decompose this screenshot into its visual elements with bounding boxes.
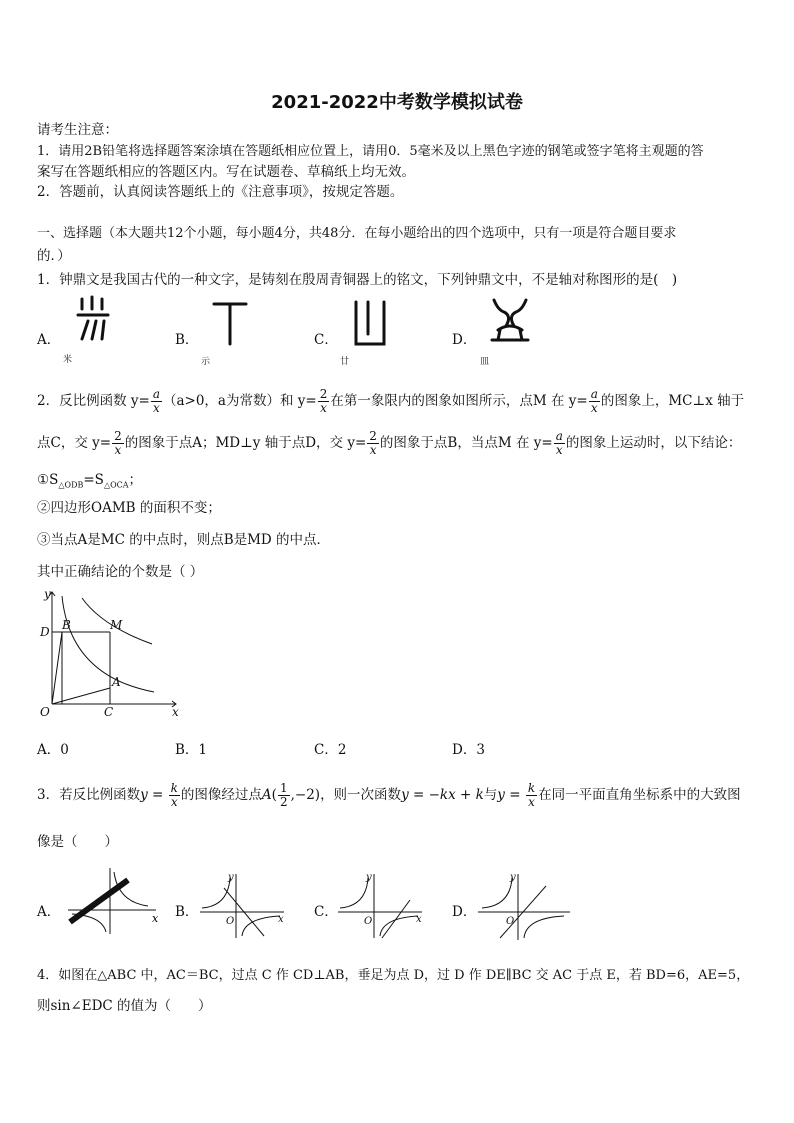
q3-option-a: A． (37, 904, 61, 920)
q4-line-2: 则sin∠EDC 的值为（ ） (37, 998, 212, 1014)
notice-line-3: 2．答题前，认真阅读答题纸上的《注意事项》，按规定答题。 (37, 184, 404, 200)
q2-fig-label-b: B (62, 618, 71, 632)
q3-option-b: B． (175, 904, 199, 920)
q3-b-label-y: y (228, 872, 234, 883)
q3-a-label-x: x (152, 912, 159, 925)
q1-caption-a: 米 (63, 355, 73, 365)
notice-line-2: 案写在答题纸相应的答题区内。写在试题卷、草稿纸上均无效。 (37, 164, 415, 180)
q2-fig-label-c: C (104, 705, 114, 719)
frac-k-over-x: $\frac{k}{x}$ (527, 781, 536, 809)
notice-heading: 请考生注意： (37, 122, 118, 138)
q1-option-a: A． (37, 332, 61, 348)
q2-option-c: C．2 (314, 742, 347, 758)
q3-b-label-x: x (278, 914, 284, 925)
q3-line-1: 3．若反比例函数y = $\frac{k}{x}$ 的图像经过点A( $\frac{1}{2}$ ,−2)，则一次函数y = −kx + k与y = $\frac{k}{x}$ 在同一平面直角坐标系中的大致图 (37, 781, 741, 809)
q2-conclusion-2: ②四边形OAMB 的面积不变； (37, 500, 221, 516)
q1-glyph-c (350, 298, 390, 348)
q1-caption-d: 皿 (480, 357, 490, 367)
q3-option-c: C． (314, 904, 338, 920)
q3-c-label-x: x (416, 914, 422, 925)
frac-2-over-x: $\frac{2}{x}$ (319, 387, 328, 415)
q2-figure (36, 586, 186, 720)
q2-fig-label-y: y (44, 587, 51, 601)
notice-line-1: 1．请用2B铅笔将选择题答案涂填在答题纸相应位置上，请用0．5毫米及以上黑色字迹的钢笔或签字笔将主观题的答 (37, 144, 704, 159)
q3-graph-b (198, 868, 292, 940)
q3-line-2: 像是（ ） (37, 834, 118, 850)
q3-graph-a (64, 862, 164, 940)
q1-glyph-d (488, 296, 532, 346)
frac-a-over-x: $\frac{a}{x}$ (555, 429, 563, 457)
q2-fig-label-a: A (112, 675, 121, 689)
q2-option-a: A．0 (37, 742, 69, 758)
page-title: 2021-2022中考数学模拟试卷 (271, 92, 523, 113)
frac-k-over-x: $\frac{k}{x}$ (170, 781, 178, 809)
q3-c-label-o: O (364, 916, 373, 927)
q2-option-d: D．3 (452, 742, 485, 758)
section-heading-line-2: 的．） (37, 248, 71, 264)
q1-stem: 1．钟鼎文是我国古代的一种文字，是铸刻在殷周青铜器上的铭文，下列钟鼎文中，不是轴对称图形的是( ) (37, 272, 678, 288)
q2-fig-label-d: D (40, 625, 50, 639)
q1-caption-b: 示 (201, 357, 211, 367)
frac-1-over-2: $\frac{1}{2}$ (279, 781, 288, 809)
q3-option-d: D． (452, 904, 477, 920)
q1-option-b: B． (175, 332, 199, 348)
frac-2-over-x: $\frac{2}{x}$ (369, 429, 377, 457)
q4-line-1: 4．如图在△ABC 中，AC＝BC，过点 C 作 CD⊥AB，垂足为点 D，过 D 作 DE∥BC 交 AC 于点 E，若 BD=6，AE=5， (37, 968, 750, 983)
q3-graph-d (476, 868, 576, 942)
q2-question: 其中正确结论的个数是（ ） (37, 564, 204, 580)
q2-fig-label-x: x (172, 705, 179, 719)
q1-caption-c: 廿 (340, 357, 350, 367)
q2-line-2: 点C，交 y= $\frac{2}{x}$ 的图象于点A；MD⊥y 轴于点D，交 y= $\frac{2}{x}$ 的图象于点B，当点M 在 y= $\frac{a}{x}$ 的图象上运动时，以下结论： (37, 429, 742, 457)
q1-option-c: C． (314, 332, 338, 348)
q2-conclusion-1: $①S_{\triangle ODB}=S_{\triangle OCA}$； (37, 472, 143, 490)
q2-line-1: 2．反比例函数 y= $\frac{a}{x}$ （a>0，a为常数）和 y= $\frac{2}{x}$ 在第一象限内的图象如图所示，点M 在 y= $\frac{a}{x}$ 的图象上，MC⊥x 轴于 (37, 387, 745, 415)
q2-fig-label-o: O (40, 705, 50, 719)
q3-d-label-o: O (506, 916, 515, 927)
q2-conclusion-3: ③当点A是MC 的中点时，则点B是MD 的中点． (37, 532, 331, 548)
q3-b-label-o: O (226, 916, 235, 927)
q1-glyph-a (74, 295, 114, 343)
frac-2-over-x: $\frac{2}{x}$ (114, 429, 122, 457)
q1-option-d: D． (452, 332, 477, 348)
section-heading-line-1: 一、选择题（本大题共12个小题，每小题4分，共48分．在每小题给出的四个选项中，只有一项是符合题目要求 (37, 226, 677, 241)
q2-fig-label-m: M (110, 618, 123, 632)
q1-glyph-b (210, 298, 250, 346)
q3-graph-c (336, 868, 430, 940)
q2-option-b: B．1 (175, 742, 208, 758)
frac-a-over-x: $\frac{a}{x}$ (152, 387, 160, 415)
q3-c-label-y: y (366, 872, 372, 883)
frac-a-over-x: $\frac{a}{x}$ (590, 387, 598, 415)
q3-d-label-y: y (510, 872, 516, 883)
